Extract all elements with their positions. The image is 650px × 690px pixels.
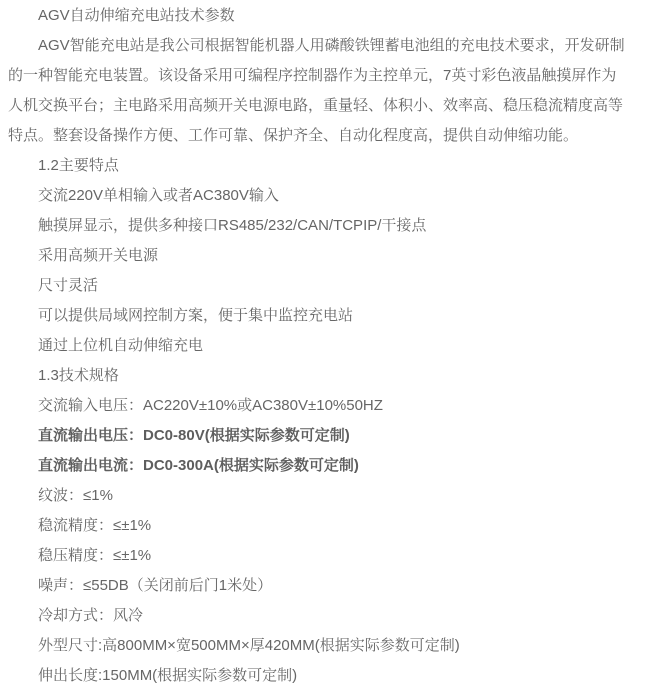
text-line: 交流输入电压：AC220V±10%或AC380V±10%50HZ bbox=[38, 397, 383, 414]
text-line: AGV智能充电站是我公司根据智能机器人用磷酸铁锂蓄电池组的充电技术要求，开发研制 bbox=[38, 37, 625, 54]
text-line: 交流220V单相输入或者AC380V输入 bbox=[38, 187, 279, 204]
text-line: 通过上位机自动伸缩充电 bbox=[38, 337, 204, 354]
text-line: 尺寸灵活 bbox=[38, 277, 99, 294]
text-line: 稳流精度：≤±1% bbox=[38, 517, 152, 534]
text-line: 1.3技术规格 bbox=[38, 367, 119, 384]
text-line: 外型尺寸:高800MM×宽500MM×厚420MM(根据实际参数可定制) bbox=[38, 637, 460, 654]
text-line: 冷却方式：风冷 bbox=[38, 607, 144, 624]
text-line: 1.2主要特点 bbox=[38, 157, 119, 174]
text-line: 人机交换平台；主电路采用高频开关电源电路，重量轻、体积小、效率高、稳压稳流精度高等 bbox=[8, 97, 624, 114]
text-line: 噪声：≤55DB（关闭前后门1米处） bbox=[38, 577, 273, 594]
text-line: 直流输出电压：DC0-80V(根据实际参数可定制) bbox=[38, 427, 350, 444]
text-line: 伸出长度:150MM(根据实际参数可定制) bbox=[38, 667, 298, 684]
text-line: 采用高频开关电源 bbox=[38, 247, 159, 264]
text-line: 触摸屏显示，提供多种接口RS485/232/CAN/TCPIP/干接点 bbox=[38, 217, 427, 234]
text-line: 稳压精度：≤±1% bbox=[38, 547, 152, 564]
text-line: 纹波：≤1% bbox=[38, 487, 113, 504]
text-line: 直流输出电流：DC0-300A(根据实际参数可定制) bbox=[38, 457, 359, 474]
document-title: AGV自动伸缩充电站技术参数 bbox=[38, 7, 235, 24]
text-line: 特点。整套设备操作方便、工作可靠、保护齐全、自动化程度高，提供自动伸缩功能。 bbox=[8, 127, 579, 144]
text-line: 可以提供局域网控制方案，便于集中监控充电站 bbox=[38, 307, 354, 324]
text-line: 的一种智能充电装置。该设备采用可编程序控制器作为主控单元，7英寸彩色液晶触摸屏作为 bbox=[8, 67, 617, 84]
